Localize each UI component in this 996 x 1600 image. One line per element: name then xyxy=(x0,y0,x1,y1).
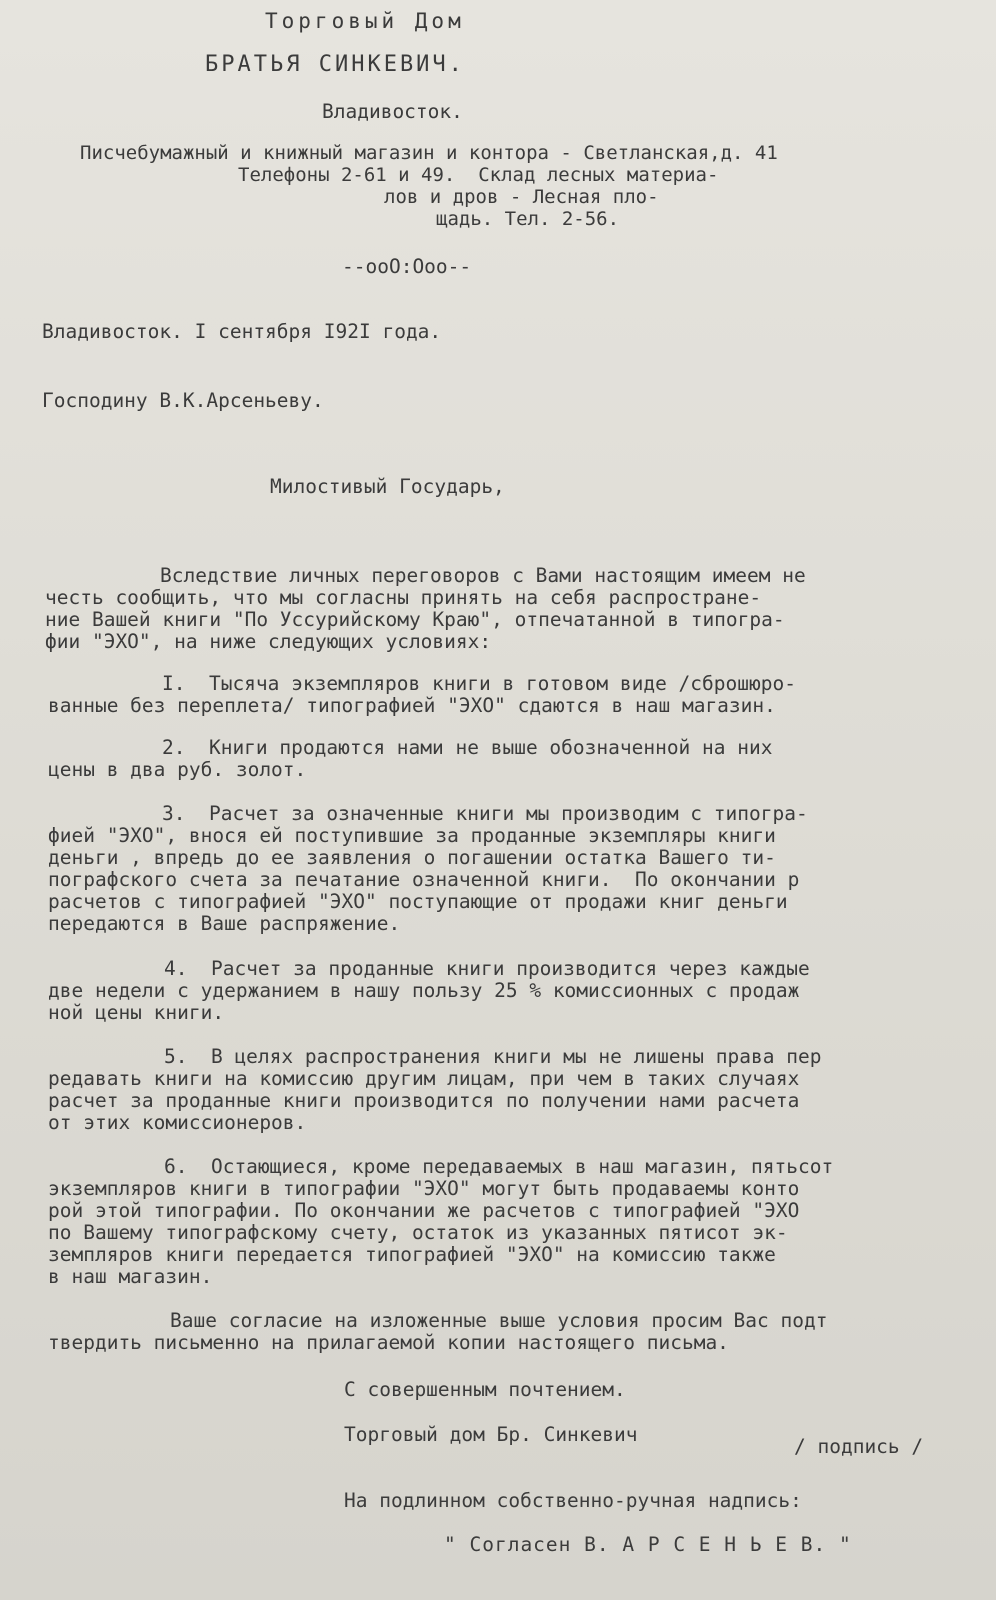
condition-2-line: 2. Книги продаются нами не выше обозначенной на них xyxy=(162,736,773,759)
condition-3-line: фией "ЭХО", внося ей поступившие за проданные экземпляры книги xyxy=(48,824,776,847)
closing-request-line: Ваше согласие на изложенные выше условия просим Вас подт xyxy=(170,1309,828,1332)
condition-1-line: ванные без переплета/ типографией "ЭХО" сдаются в наш магазин. xyxy=(48,694,776,717)
letterhead-city: Владивосток. xyxy=(322,100,463,123)
condition-3-line: расчетов с типографией "ЭХО" поступающие от продажи книг деньги xyxy=(48,890,788,913)
condition-6-line: земпляров книги передается типографией "ЭХО" на комиссию также xyxy=(48,1243,776,1266)
intro-line: честь сообщить, что мы согласны принять на себя распростране- xyxy=(45,586,762,609)
condition-4-line: две недели с удержанием в нашу пользу 25 % комиссионных с продаж xyxy=(48,979,800,1002)
intro-line: Вследствие личных переговоров с Вами настоящим имеем не xyxy=(160,564,806,587)
condition-3-line: деньги , впредь до ее заявления о погашении остатка Вашего ти- xyxy=(48,846,776,869)
condition-6-line: рой этой типографии. По окончании же расчетов с типографией "ЭХО xyxy=(48,1199,800,1222)
condition-1-line: I. Тысяча экземпляров книги в готовом виде /сброшюро- xyxy=(162,672,796,695)
condition-3-line: передаются в Ваше распряжение. xyxy=(48,912,401,935)
condition-3-line: пографского счета за печатание означенной книги. По окончании р xyxy=(48,868,800,891)
condition-5-line: 5. В целях распространения книги мы не лишены права пер xyxy=(164,1045,822,1068)
date-line: Владивосток. I сентября I92I года. xyxy=(42,320,442,343)
regards: С совершенным почтением. xyxy=(344,1378,626,1401)
closing-request-line: твердить письменно на прилагаемой копии настоящего письма. xyxy=(48,1331,729,1354)
signature-firm: Торговый дом Бр. Синкевич xyxy=(344,1423,638,1446)
letterhead-brothers: БРАТЬЯ СИНКЕВИЧ. xyxy=(205,52,465,77)
addressee: Господину В.К.Арсеньеву. xyxy=(42,389,324,412)
condition-6-line: по Вашему типографскому счету, остаток из указанных пятисот эк- xyxy=(48,1221,788,1244)
letterhead-firm: Торговый Дом xyxy=(265,9,465,33)
salutation: Милостивый Государь, xyxy=(270,475,505,498)
condition-5-line: от этих комиссионеров. xyxy=(48,1111,307,1134)
letterhead-address-2: Телефоны 2-61 и 49. Склад лесных материа- xyxy=(238,164,719,186)
condition-3-line: 3. Расчет за означенные книги мы производим с типогра- xyxy=(162,802,808,825)
condition-5-line: редавать книги на комиссию другим лицам, при чем в таких случаях xyxy=(48,1067,800,1090)
endorsement: " Согласен В. А Р С Е Н Ь Е В. " xyxy=(444,1533,852,1556)
condition-6-line: в наш магазин. xyxy=(48,1265,213,1288)
letterhead-separator: --ooO:Ooo-- xyxy=(342,255,472,278)
condition-5-line: расчет за проданные книги производится по получении нами расчета xyxy=(48,1089,800,1112)
condition-4-line: 4. Расчет за проданные книги производится через каждые xyxy=(164,957,810,980)
letterhead-address-3: лов и дров - Лесная пло- xyxy=(384,186,659,208)
condition-4-line: ной цены книги. xyxy=(48,1001,225,1024)
letterhead-address-4: щадь. Тел. 2-56. xyxy=(436,208,620,230)
intro-line: ние Вашей книги "По Уссурийскому Краю", отпечатанной в типогра- xyxy=(45,608,785,631)
condition-6-line: 6. Остающиеся, кроме передаваемых в наш магазин, пятьсот xyxy=(164,1155,834,1178)
signature-mark: / подпись / xyxy=(794,1435,924,1458)
intro-line: фии "ЭХО", на ниже следующих условиях: xyxy=(45,630,492,653)
letterhead-address-1: Писчебумажный и книжный магазин и контора - Светланская,д. 41 xyxy=(80,142,778,164)
condition-2-line: цены в два руб. золот. xyxy=(48,758,307,781)
original-note: На подлинном собственно-ручная надпись: xyxy=(344,1489,802,1512)
condition-6-line: экземпляров книги в типографии "ЭХО" могут быть продаваемы конто xyxy=(48,1177,800,1200)
